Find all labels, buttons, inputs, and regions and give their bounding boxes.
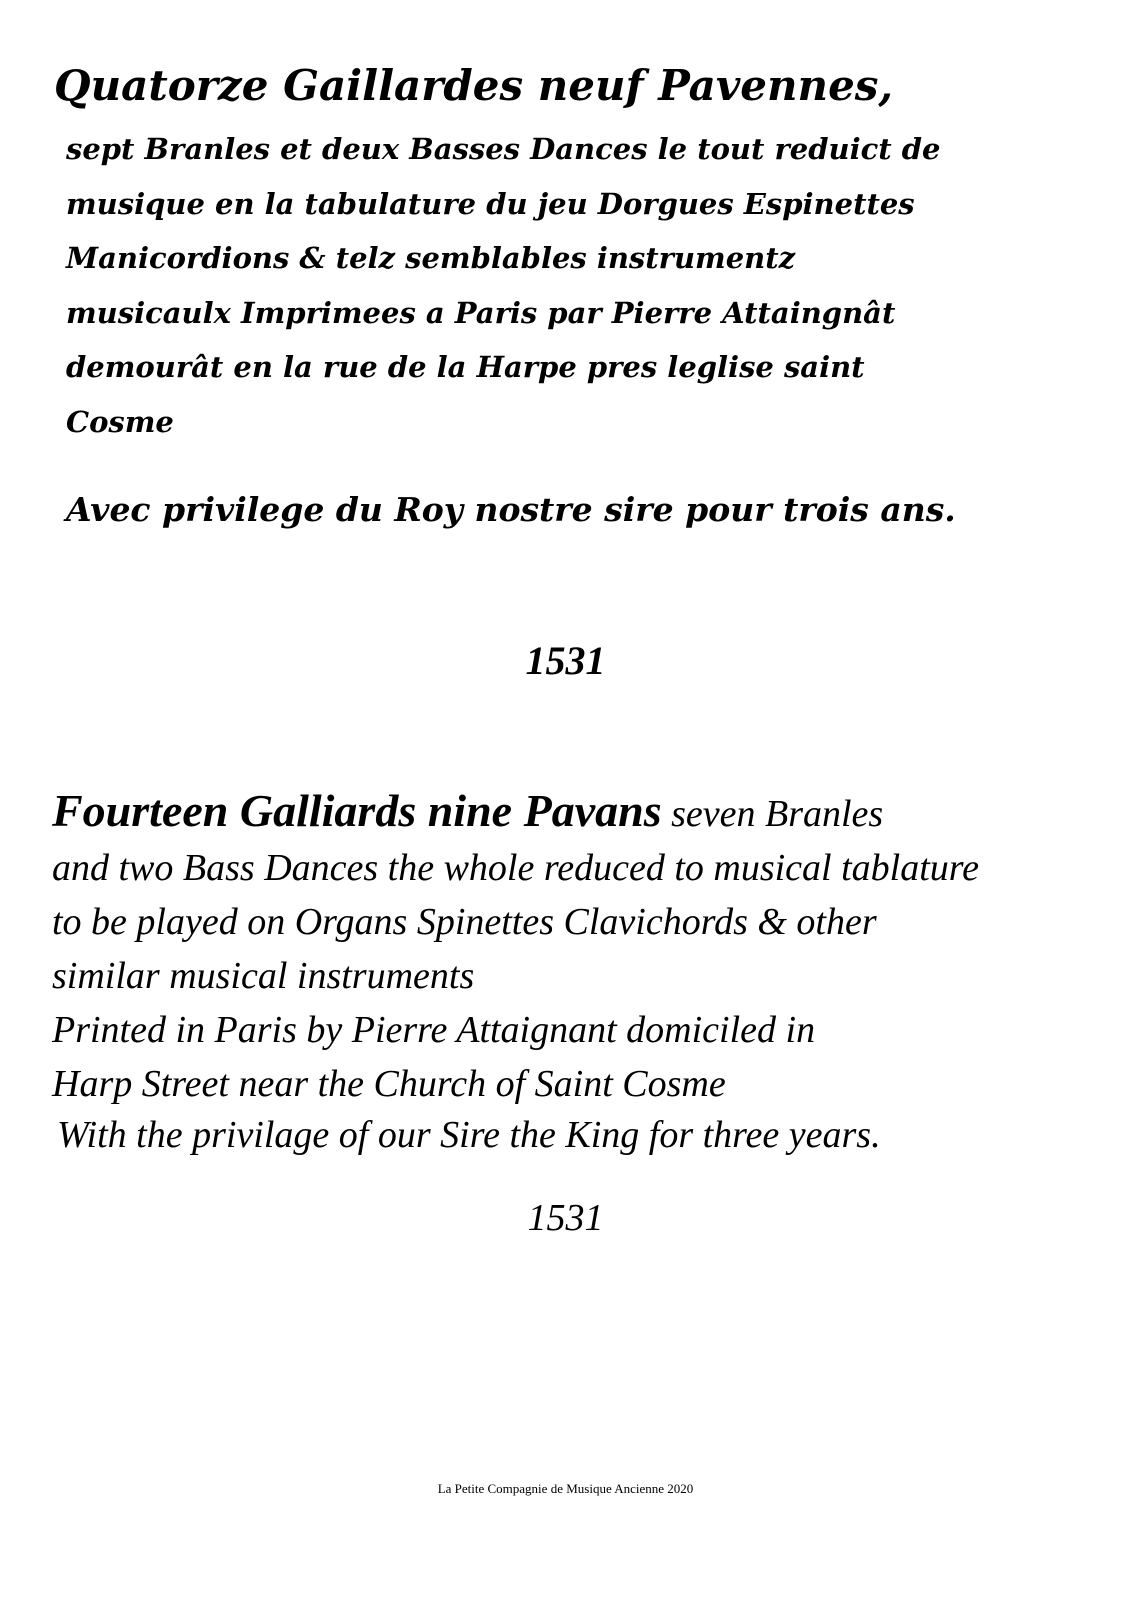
english-description	[52, 784, 1092, 1111]
french-privilege: Avec privilege du Roy nostre sire pour trois ans.	[66, 490, 956, 529]
english-title-continuation: seven Branles	[661, 793, 884, 835]
french-title: Quatorze Gaillardes neuf Pavennes,	[54, 61, 894, 110]
french-line: demourât en la rue de la Harpe pres leglise saint	[66, 350, 865, 384]
french-line: Cosme	[66, 404, 174, 439]
english-line: similar musical instruments	[52, 955, 475, 997]
english-title: Fourteen Galliards nine Pavans	[52, 785, 662, 836]
english-line: to be played on Organs Spinettes Clavichords & other	[52, 901, 877, 943]
french-line: musicaulx Imprimees a Paris par Pierre Attaingnât	[66, 295, 896, 330]
page-footer: La Petite Compagnie de Musique Ancienne 2020	[437, 1481, 694, 1496]
english-privilege: With the privilage of our Sire the King for three years.	[57, 1114, 881, 1156]
french-year: 1531	[525, 638, 606, 683]
french-description	[66, 122, 1086, 449]
english-line: and two Bass Dances the whole reduced to musical tablature	[52, 847, 980, 889]
english-heading-line	[52, 784, 1092, 841]
french-line: Manicordions & telz semblables instrumentz	[66, 241, 796, 275]
french-line: sept Branles et deux Basses Dances le tout reduict de	[66, 132, 941, 166]
english-line: Harp Street near the Church of Saint Cosme	[52, 1063, 726, 1105]
english-year: 1531	[527, 1197, 604, 1239]
english-line: Printed in Paris by Pierre Attaignant domiciled in	[52, 1009, 816, 1051]
french-line: musique en la tabulature du jeu Dorgues Espinettes	[66, 186, 915, 221]
